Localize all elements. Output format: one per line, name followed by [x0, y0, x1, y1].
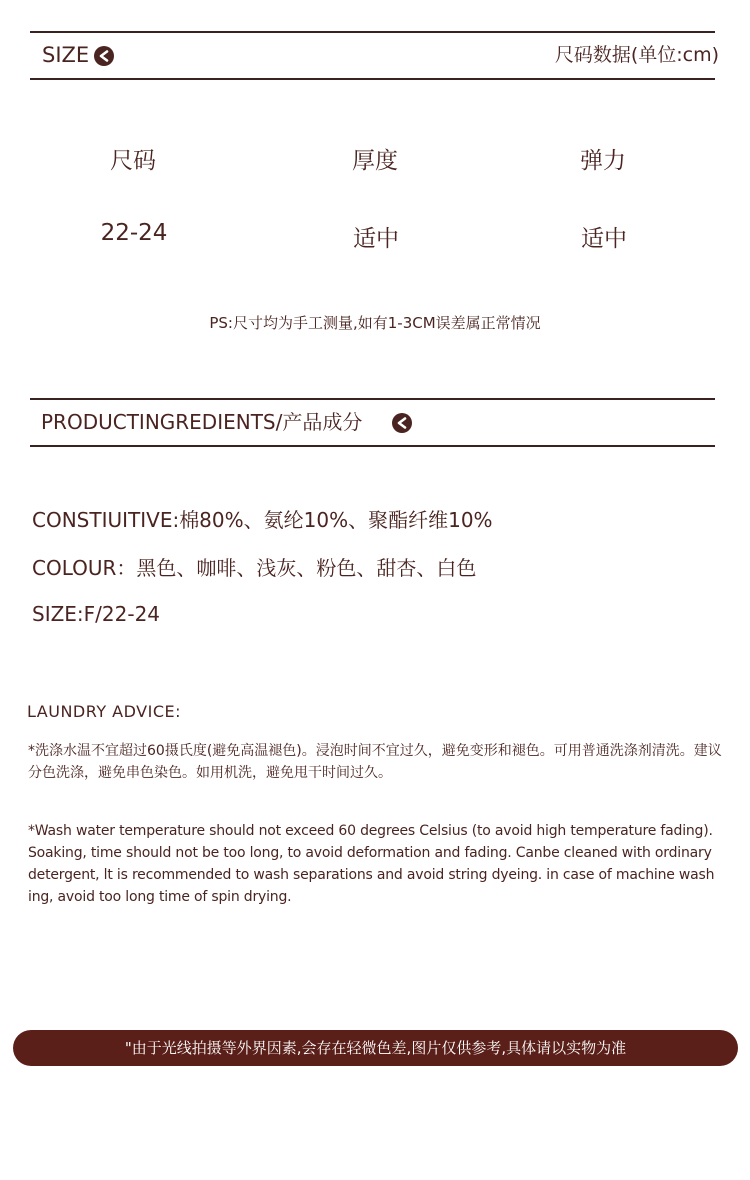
table-header-thickness: 厚度: [352, 148, 398, 174]
table-header-elasticity: 弹力: [580, 148, 626, 174]
measurement-note: PS:尺寸均为手工测量,如有1-3CM误差属正常情况: [209, 314, 541, 332]
laundry-advice-chinese: *洗涤水温不宜超过60摄氏度(避免高温褪色)。浸泡时间不宜过久，避免变形和褪色。可用普通洗涤剂清洗。建议分色洗涤，避免串色染色。如用机洗，避免甩干时间过久。: [28, 743, 722, 781]
laundry-advice-english: *Wash water temperature should not exceed 60 degrees Celsius (to avoid high temperature fading). Soaking, time should not be too long, to avoid deformation and fading. Canbe cleaned with ordinary detergent, lt is recommended to wash separations and avoid string dyeing. in case of machine wash ing, avoid too long time of spin drying.: [28, 823, 715, 905]
color-disclaimer-banner: "由于光线拍摄等外界因素,会存在轻微色差,图片仅供参考,具体请以实物为准: [13, 1030, 738, 1066]
table-cell-elasticity: 适中: [581, 226, 627, 252]
arrow-left-circle-icon: [94, 46, 114, 66]
laundry-advice-title: LAUNDRY ADVICE:: [27, 702, 181, 721]
size-section-title: SIZE: [42, 43, 90, 67]
table-cell-size: 22-24: [100, 220, 168, 246]
ingredients-section-header: [30, 398, 715, 447]
table-header-size: 尺码: [110, 148, 156, 174]
size-unit-note: 尺码数据(单位:cm): [554, 44, 719, 66]
spec-colour: COLOUR：黑色、咖啡、浅灰、粉色、甜杏、白色: [32, 556, 477, 580]
arrow-left-circle-icon: [392, 413, 412, 433]
table-cell-thickness: 适中: [353, 226, 399, 252]
spec-constituent: CONSTIUITIVE:棉80%、氨纶10%、聚酯纤维10%: [32, 508, 493, 532]
size-section-header: [30, 31, 719, 80]
ingredients-section-title: PRODUCTINGREDIENTS/产品成分: [41, 410, 363, 434]
spec-size: SIZE:F/22-24: [32, 602, 161, 626]
